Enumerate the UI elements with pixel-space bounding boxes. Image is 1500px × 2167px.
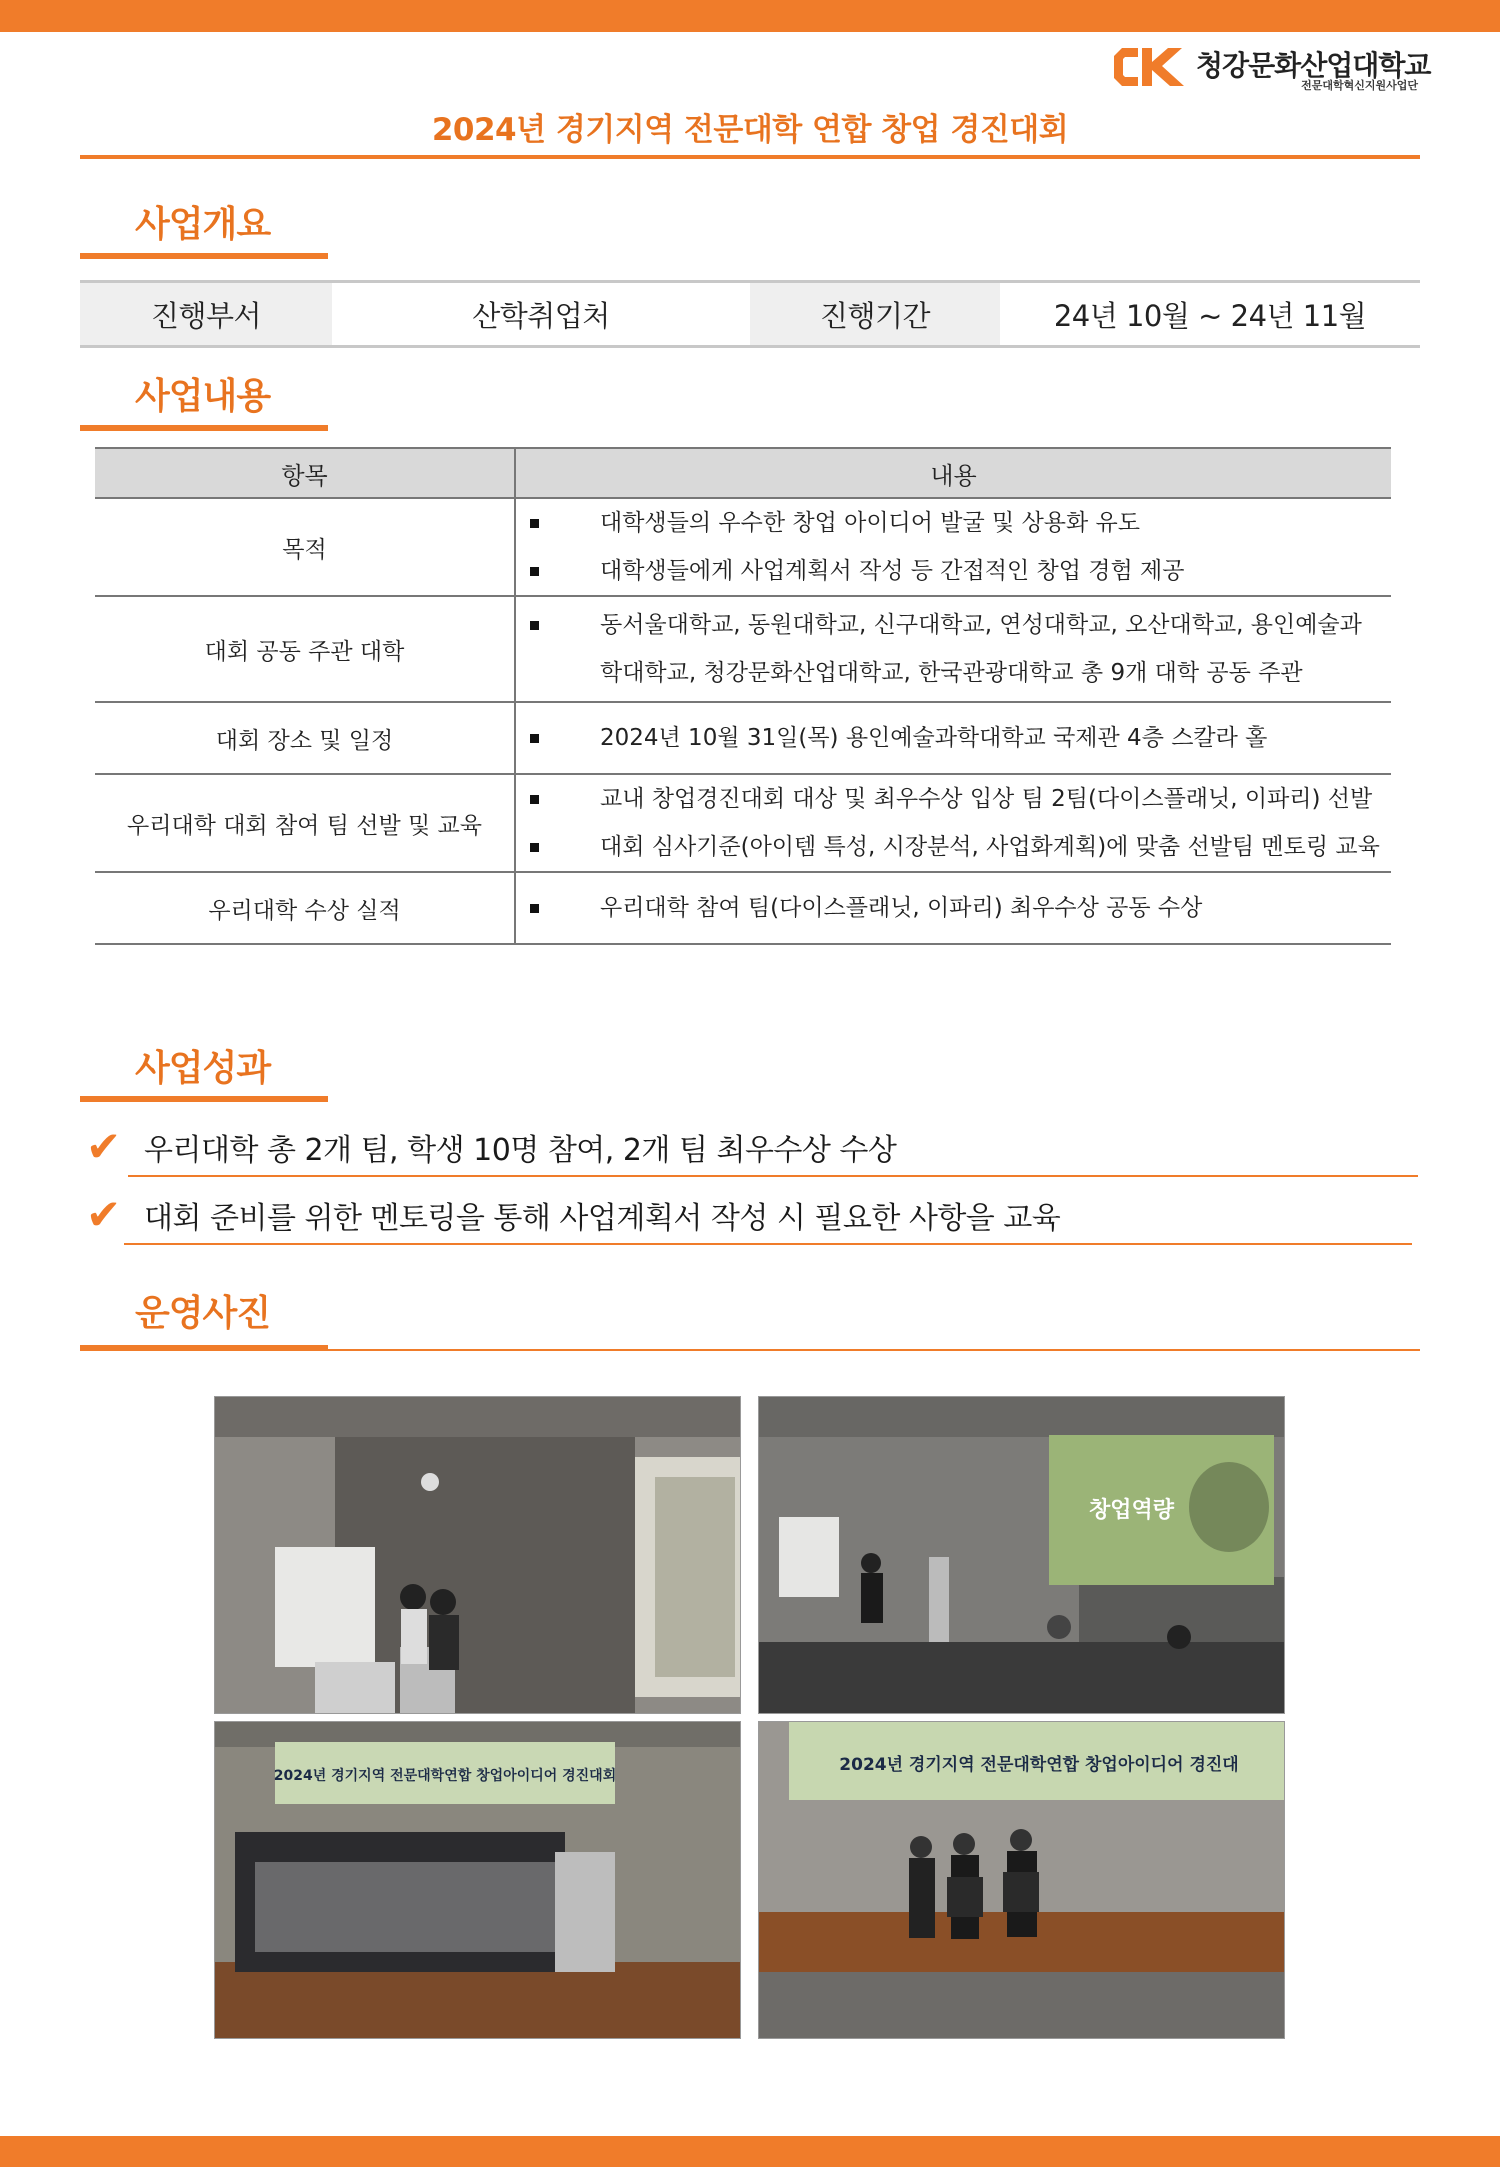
content-table: [95, 447, 1391, 945]
bullet-item: 대학생들의 우수한 창업 아이디어 발굴 및 상용화 유도: [516, 499, 1391, 547]
photo-presenters: [214, 1396, 741, 1714]
row-content: [515, 498, 1391, 596]
ck-logo-icon: [1112, 44, 1188, 90]
university-logo: [1112, 42, 1431, 94]
checkmark-icon: ✔: [86, 1122, 122, 1171]
logo-university-name: 청강문화산업대학교: [1196, 49, 1431, 82]
document-title: 2024년 경기지역 전문대학 연합 창업 경진대회: [431, 112, 1069, 148]
table-row: [95, 702, 1391, 774]
bullet-item: 동서울대학교, 동원대학교, 신구대학교, 연성대학교, 오산대학교, 용인예술과학대학교, 청강문화산업대학교, 한국관광대학교 총 9개 대학 공동 주관: [516, 601, 1391, 697]
slide-title: 창업역량: [1089, 1498, 1175, 1523]
bullet-item: 대학생들에게 사업계획서 작성 등 간접적인 창업 경험 제공: [516, 547, 1391, 595]
table-row: [95, 498, 1391, 596]
logo-subtitle: 전문대학혁신지원사업단: [1301, 79, 1418, 92]
table-row: [95, 872, 1391, 944]
bullet-icon: [530, 567, 539, 576]
dept-label: 진행부서: [80, 283, 332, 345]
dept-value: 산학취업처: [472, 298, 610, 333]
row-item: 대회 공동 주관 대학: [95, 596, 515, 702]
bullet-icon: [530, 519, 539, 528]
bottom-accent-bar: [0, 2136, 1500, 2167]
row-content: [515, 872, 1391, 944]
bullet-icon: [530, 795, 539, 804]
section-extension-rule: [328, 1349, 1420, 1351]
result-item: ✔ 대회 준비를 위한 멘토링을 통해 사업계획서 작성 시 필요한 사항을 교육: [86, 1190, 1061, 1239]
section-heading-photos: 운영사진: [135, 1293, 271, 1334]
photo-award: [758, 1721, 1285, 2039]
row-item: 대회 장소 및 일정: [95, 702, 515, 774]
section-heading-overview: 사업개요: [135, 204, 271, 245]
column-header-content: 내용: [515, 448, 1391, 498]
result-divider: [128, 1175, 1418, 1177]
column-header-item: 항목: [95, 448, 515, 498]
table-row: [95, 596, 1391, 702]
result-item: ✔ 우리대학 총 2개 팀, 학생 10명 참여, 2개 팀 최우수상 수상: [86, 1122, 897, 1171]
section-underline: [80, 253, 328, 259]
row-content: [515, 774, 1391, 872]
bullet-icon: [530, 734, 539, 743]
section-heading-results: 사업성과: [135, 1048, 271, 1089]
photo-lecture: [758, 1396, 1285, 1714]
section-heading-content: 사업내용: [135, 376, 271, 417]
result-divider: [124, 1243, 1412, 1245]
bullet-icon: [530, 621, 539, 630]
overview-table: [80, 280, 1420, 348]
bullet-icon: [530, 843, 539, 852]
row-content: [515, 596, 1391, 702]
row-item: 목적: [95, 498, 515, 596]
section-underline: [80, 425, 328, 431]
bullet-item: 2024년 10월 31일(목) 용인예술과학대학교 국제관 4층 스칼라 홀: [516, 714, 1391, 762]
photo-group: [214, 1721, 741, 2039]
row-content: [515, 702, 1391, 774]
bullet-item: 교내 창업경진대회 대상 및 최우수상 입상 팀 2팀(다이스플래닛, 이파리) 선발: [516, 775, 1391, 823]
section-underline: [80, 1096, 328, 1102]
title-divider: [80, 155, 1420, 159]
top-accent-bar: [0, 0, 1500, 32]
period-label: 진행기간: [750, 283, 1000, 345]
bullet-item: 우리대학 참여 팀(다이스플래닛, 이파리) 최우수상 공동 수상: [516, 884, 1391, 932]
table-row: [95, 774, 1391, 872]
row-item: 우리대학 수상 실적: [95, 872, 515, 944]
checkmark-icon: ✔: [86, 1190, 122, 1239]
row-item: 우리대학 대회 참여 팀 선발 및 교육: [95, 774, 515, 872]
banner-text: 2024년 경기지역 전문대학연합 창업아이디어 경진대: [839, 1755, 1239, 1775]
banner-text: 2024년 경기지역 전문대학연합 창업아이디어 경진대회: [273, 1768, 617, 1784]
section-underline: [80, 1345, 328, 1351]
bullet-icon: [530, 904, 539, 913]
bullet-item: 대회 심사기준(아이템 특성, 시장분석, 사업화계획)에 맞춤 선발팀 멘토링 교육: [516, 823, 1391, 871]
period-value: 24년 10월 ~ 24년 11월: [1053, 298, 1367, 333]
table-header-row: [95, 448, 1391, 498]
